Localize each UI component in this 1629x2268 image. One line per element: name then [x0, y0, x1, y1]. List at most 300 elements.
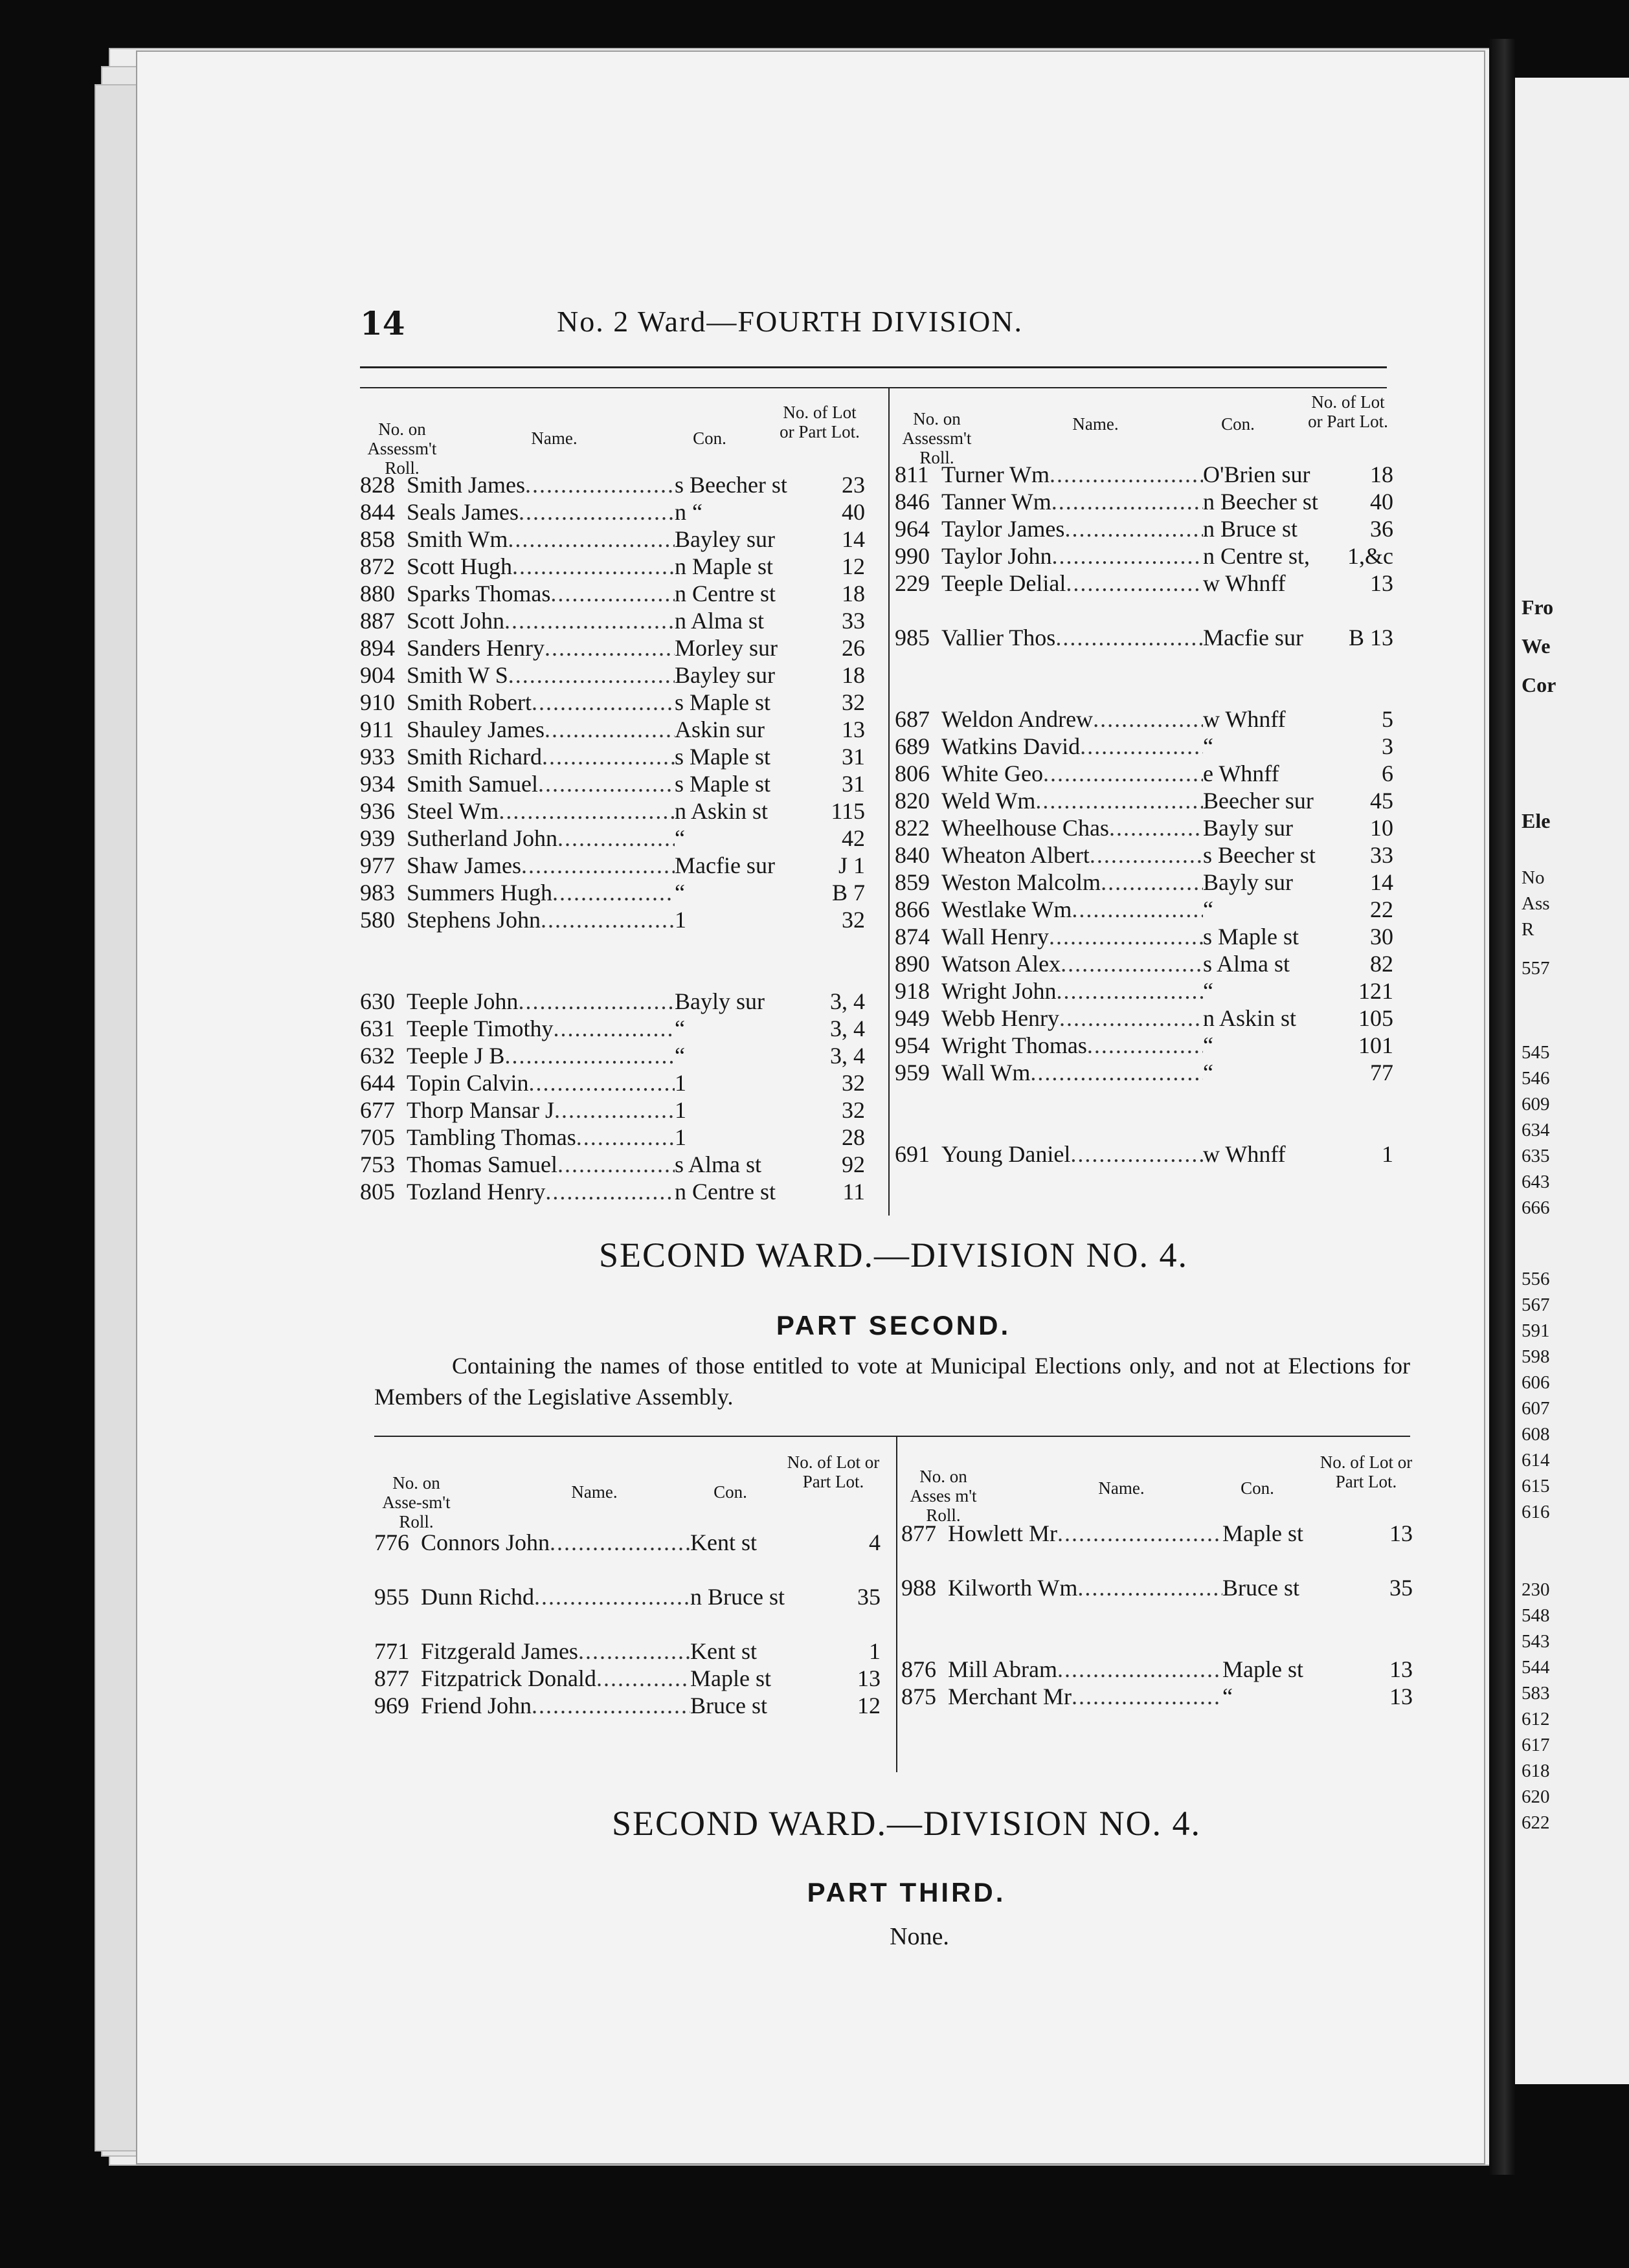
concession: “ [675, 1043, 685, 1069]
row-spacer [895, 1113, 1393, 1140]
list-item [360, 1178, 865, 1205]
concession: n Alma st [675, 608, 765, 634]
lot-number: 28 [842, 1124, 865, 1150]
facing-page-number: 643 [1522, 1172, 1550, 1192]
roll-number: 949 [895, 1005, 930, 1031]
lot-number: 1 [869, 1638, 881, 1664]
roll-number: 985 [895, 625, 930, 650]
roll-number: 840 [895, 842, 930, 868]
lot-number: 36 [1370, 516, 1393, 542]
header-number: No. on Asses m't Roll. [910, 1467, 977, 1525]
voter-name: Smith Wm ..... [407, 526, 675, 553]
lot-number: 33 [842, 608, 865, 634]
concession: 1 [675, 907, 686, 933]
header-name: Name. [1072, 414, 1119, 434]
concession: s Alma st [675, 1151, 762, 1177]
roll-number: 874 [895, 924, 930, 950]
voter-name: Teeple Delial ..... [941, 570, 1203, 597]
voter-name: Kilworth Wm ..... [948, 1574, 1222, 1601]
lot-number: 3, 4 [830, 1016, 865, 1041]
concession: s Beecher st [675, 472, 787, 498]
roll-number: 811 [895, 461, 929, 487]
lot-number: 77 [1370, 1060, 1393, 1085]
concession: w Whnff [1203, 570, 1286, 596]
facing-page-number: 608 [1522, 1424, 1550, 1445]
roll-number: 876 [901, 1656, 936, 1682]
list-item [360, 716, 865, 743]
voter-name: Smith Richard ..... [407, 743, 675, 770]
list-item [895, 624, 1393, 651]
roll-number: 580 [360, 907, 395, 933]
list-item [895, 896, 1393, 923]
part-description: Containing the names of those entitled to vote at Municipal Elections only, and not at Elections for Members of the Legislative Assembly. [374, 1353, 1410, 1410]
concession: Askin sur [675, 717, 765, 742]
lot-number: 13 [1389, 1684, 1413, 1709]
list-item [374, 1692, 881, 1719]
concession: n Askin st [675, 798, 769, 824]
concession: s Maple st [675, 771, 770, 797]
lot-number: 10 [1370, 815, 1393, 841]
entry-list [360, 471, 865, 1205]
facing-page-number: 634 [1522, 1120, 1550, 1140]
lot-number: 42 [842, 825, 865, 851]
lot-number: 121 [1358, 978, 1393, 1004]
list-item [360, 1151, 865, 1178]
list-item [360, 634, 865, 662]
concession: n Bruce st [1203, 516, 1298, 542]
roll-number: 959 [895, 1060, 930, 1085]
roll-number: 890 [895, 951, 930, 977]
concession: w Whnff [1203, 1141, 1286, 1167]
concession: Kent st [690, 1529, 757, 1555]
list-item [360, 1124, 865, 1151]
concession: n Bruce st [690, 1584, 785, 1610]
facing-page-number: 666 [1522, 1197, 1550, 1218]
voter-name: Wheelhouse Chas ..... [941, 814, 1203, 841]
list-item [895, 542, 1393, 570]
lot-number: 101 [1358, 1032, 1393, 1058]
voter-name: Webb Henry ..... [941, 1005, 1203, 1032]
header-lot: No. of Lot or Part Lot. [787, 1452, 880, 1491]
list-item [895, 787, 1393, 814]
lot-number: 115 [831, 798, 865, 824]
roll-number: 689 [895, 733, 930, 759]
lot-number: 31 [842, 771, 865, 797]
header-number: No. on Assessm't Roll. [902, 409, 972, 467]
list-item [360, 879, 865, 906]
lot-number: 12 [857, 1693, 881, 1718]
entry-list [374, 1529, 881, 1719]
voter-name: Smith James ..... [407, 471, 675, 498]
voter-name: Stephens John ..... [407, 906, 675, 933]
concession: 1 [675, 1070, 686, 1096]
roll-number: 877 [901, 1520, 936, 1546]
lot-number: 13 [1389, 1520, 1413, 1546]
roll-number: 955 [374, 1584, 409, 1610]
voter-name: Tozland Henry ..... [407, 1178, 675, 1205]
list-item [895, 977, 1393, 1005]
concession: “ [675, 1016, 685, 1041]
voter-name: Tanner Wm ..... [941, 488, 1203, 515]
ward-heading: SECOND WARD.—DIVISION NO. 4. [611, 1804, 1201, 1843]
header-number: No. on Assessm't Roll. [367, 419, 437, 478]
row-spacer [895, 651, 1393, 678]
list-item [360, 1096, 865, 1124]
roll-number: 705 [360, 1124, 395, 1150]
list-item [895, 1032, 1393, 1059]
row-spacer [895, 1086, 1393, 1113]
row-spacer [374, 1556, 881, 1583]
roll-number: 631 [360, 1016, 395, 1041]
list-item [360, 906, 865, 933]
lot-number: 18 [1370, 461, 1393, 487]
roll-number: 846 [895, 489, 930, 515]
list-item [360, 743, 865, 770]
roll-number: 632 [360, 1043, 395, 1069]
part-third-body: None. [890, 1923, 949, 1950]
concession: “ [1203, 1032, 1213, 1058]
concession: n Maple st [675, 553, 773, 579]
concession: “ [675, 825, 685, 851]
lot-number: 3, 4 [830, 988, 865, 1014]
table-top-rule [374, 1436, 1410, 1437]
list-item [901, 1656, 1413, 1683]
facing-page-number: 617 [1522, 1735, 1550, 1755]
voter-name: Wright John ..... [941, 977, 1203, 1005]
facing-page-number: 598 [1522, 1346, 1550, 1367]
list-item [360, 526, 865, 553]
roll-number: 858 [360, 526, 395, 552]
facing-page-number: 620 [1522, 1786, 1550, 1807]
voter-name: Weld Wm ..... [941, 787, 1203, 814]
lot-number: 3, 4 [830, 1043, 865, 1069]
concession: 1 [675, 1124, 686, 1150]
concession: 1 [675, 1097, 686, 1123]
roll-number: 859 [895, 869, 930, 895]
column-header [895, 384, 1393, 467]
voter-name: Smith Robert ..... [407, 689, 675, 716]
facing-page-number: 622 [1522, 1812, 1550, 1833]
roll-number: 933 [360, 744, 395, 770]
list-item [895, 950, 1393, 977]
lot-number: B 7 [831, 880, 865, 906]
facing-page-number: 546 [1522, 1068, 1550, 1089]
list-item [901, 1683, 1413, 1710]
concession: Maple st [1222, 1656, 1303, 1682]
concession: Bruce st [1222, 1575, 1299, 1601]
lot-number: 31 [842, 744, 865, 770]
lot-number: 26 [842, 635, 865, 661]
voter-name: Howlett Mr ..... [948, 1520, 1222, 1547]
list-item [360, 689, 865, 716]
voter-name: Friend John ..... [421, 1692, 690, 1719]
voter-name: Fitzgerald James ..... [421, 1638, 690, 1665]
lot-number: 6 [1382, 761, 1393, 786]
facing-page-number: 543 [1522, 1631, 1550, 1652]
facing-page-number: 230 [1522, 1579, 1550, 1600]
header-lot: No. of Lot or Part Lot. [1308, 392, 1388, 431]
list-item [360, 1069, 865, 1096]
roll-number: 644 [360, 1070, 395, 1096]
row-spacer [895, 678, 1393, 706]
concession: Bayly sur [1203, 869, 1293, 895]
roll-number: 911 [360, 717, 394, 742]
lot-number: 14 [842, 526, 865, 552]
column-divider [896, 1436, 897, 1772]
concession: “ [1203, 1060, 1213, 1085]
voter-name: Scott Hugh ..... [407, 553, 675, 580]
voter-name: Shauley James ..... [407, 716, 675, 743]
list-item [895, 733, 1393, 760]
facing-page-number: 635 [1522, 1146, 1550, 1166]
facing-page-number: 616 [1522, 1502, 1550, 1522]
row-spacer [901, 1601, 1413, 1629]
list-item [895, 1059, 1393, 1086]
facing-page-number: 606 [1522, 1372, 1550, 1393]
voter-name: Connors John ..... [421, 1529, 690, 1556]
concession: n Centre st [675, 581, 776, 606]
concession: “ [1203, 896, 1213, 922]
lot-number: J 1 [838, 852, 865, 878]
roll-number: 887 [360, 608, 395, 634]
lot-number: 33 [1370, 842, 1393, 868]
roll-number: 877 [374, 1665, 409, 1691]
part-second-right-column [901, 1443, 1413, 1710]
row-spacer [374, 1610, 881, 1638]
lot-number: B 13 [1348, 625, 1393, 650]
roll-number: 939 [360, 825, 395, 851]
lot-number: 5 [1382, 706, 1393, 732]
concession: “ [1203, 978, 1213, 1004]
roll-number: 844 [360, 499, 395, 525]
part-first-left-column [360, 395, 865, 1205]
running-head: No. 2 Ward—FOURTH DIVISION. [557, 305, 1024, 338]
concession: s Alma st [1203, 951, 1290, 977]
lot-number: 14 [1370, 869, 1393, 895]
list-item [374, 1529, 881, 1556]
facing-page-number: 612 [1522, 1709, 1550, 1729]
lot-number: 11 [842, 1179, 865, 1205]
list-item [374, 1638, 881, 1665]
facing-page-number: 557 [1522, 958, 1550, 979]
roll-number: 990 [895, 543, 930, 569]
voter-name: Thorp Mansar J ..... [407, 1096, 675, 1124]
row-spacer [895, 597, 1393, 624]
lot-number: 32 [842, 1070, 865, 1096]
page-number: 14 [360, 304, 405, 342]
column-header [374, 1452, 881, 1529]
list-item [895, 1140, 1393, 1168]
voter-name: Smith W S ..... [407, 662, 675, 689]
concession: n Beecher st [1203, 489, 1318, 515]
list-item [360, 988, 865, 1015]
column-header [360, 395, 865, 478]
roll-number: 229 [895, 570, 930, 596]
list-item [895, 488, 1393, 515]
facing-page-text: Ass [1522, 893, 1550, 914]
concession: Maple st [1222, 1520, 1303, 1546]
roll-number: 828 [360, 472, 395, 498]
lot-number: 30 [1370, 924, 1393, 950]
row-spacer [360, 961, 865, 988]
row-spacer [901, 1629, 1413, 1656]
roll-number: 771 [374, 1638, 409, 1664]
voter-name: Topin Calvin ..... [407, 1069, 675, 1096]
list-item [360, 1042, 865, 1069]
lot-number: 35 [857, 1584, 881, 1610]
concession: Bayly sur [675, 988, 765, 1014]
roll-number: 776 [374, 1529, 409, 1555]
voter-name: Summers Hugh ..... [407, 879, 675, 906]
list-item [895, 841, 1393, 869]
header-rule [360, 366, 1387, 368]
ward-heading: SECOND WARD.—DIVISION NO. 4. [598, 1236, 1188, 1274]
roll-number: 904 [360, 662, 395, 688]
voter-name: Thomas Samuel ..... [407, 1151, 675, 1178]
lot-number: 18 [842, 581, 865, 606]
concession: Morley sur [675, 635, 778, 661]
voter-name: Wall Wm ..... [941, 1059, 1203, 1086]
lot-number: 13 [1389, 1656, 1413, 1682]
roll-number: 988 [901, 1575, 936, 1601]
lot-number: 35 [1389, 1575, 1413, 1601]
lot-number: 40 [842, 499, 865, 525]
page-gutter [1489, 39, 1515, 2175]
voter-name: Teeple J B ..... [407, 1042, 675, 1069]
facing-page-fragment [1515, 78, 1629, 2084]
list-item [895, 515, 1393, 542]
roll-number: 866 [895, 896, 930, 922]
roll-number: 969 [374, 1693, 409, 1718]
roll-number: 936 [360, 798, 395, 824]
list-item [901, 1574, 1413, 1601]
facing-page-text: Cor [1522, 673, 1556, 696]
concession: Maple st [690, 1665, 771, 1691]
facing-page-text: Fro [1522, 595, 1554, 619]
facing-page-number: 583 [1522, 1683, 1550, 1704]
roll-number: 918 [895, 978, 930, 1004]
concession: Bayley sur [675, 662, 775, 688]
voter-name: Merchant Mr ..... [948, 1683, 1222, 1710]
lot-number: 40 [1370, 489, 1393, 515]
facing-page-text: Ele [1522, 809, 1551, 832]
lot-number: 23 [842, 472, 865, 498]
voter-name: Sutherland John ..... [407, 825, 675, 852]
roll-number: 934 [360, 771, 395, 797]
facing-page-number: 548 [1522, 1605, 1550, 1626]
lot-number: 1 [1382, 1141, 1393, 1167]
lot-number: 13 [842, 717, 865, 742]
header-name: Name. [571, 1482, 618, 1502]
voter-name: Weston Malcolm ..... [941, 869, 1203, 896]
facing-page-number: 556 [1522, 1269, 1550, 1289]
roll-number: 894 [360, 635, 395, 661]
lot-number: 18 [842, 662, 865, 688]
entry-list [901, 1520, 1413, 1710]
facing-page-number: 614 [1522, 1450, 1550, 1471]
concession: n Centre st [675, 1179, 776, 1205]
header-number: No. on Asse-sm't Roll. [382, 1473, 451, 1531]
roll-number: 677 [360, 1097, 395, 1123]
header-con: Con. [693, 428, 726, 448]
lot-number: 22 [1370, 896, 1393, 922]
list-item [895, 706, 1393, 733]
list-item [895, 814, 1393, 841]
voter-name: Scott John ..... [407, 607, 675, 634]
list-item [360, 662, 865, 689]
roll-number: 822 [895, 815, 930, 841]
list-item [360, 852, 865, 879]
part-heading: PART THIRD. [807, 1877, 1006, 1907]
lot-number: 32 [842, 907, 865, 933]
header-con: Con. [1221, 414, 1255, 434]
part-heading: PART SECOND. [776, 1310, 1011, 1340]
voter-name: Taylor John ..... [941, 542, 1203, 570]
facing-page-number: 618 [1522, 1761, 1550, 1781]
facing-page-text: No [1522, 867, 1545, 888]
voter-name: Wall Henry ..... [941, 923, 1203, 950]
lot-number: 105 [1358, 1005, 1393, 1031]
header-con: Con. [1241, 1478, 1274, 1498]
list-item [895, 570, 1393, 597]
row-spacer [360, 933, 865, 961]
list-item [360, 553, 865, 580]
lot-number: 82 [1370, 951, 1393, 977]
facing-page-number: 567 [1522, 1295, 1550, 1315]
voter-name: Teeple John ..... [407, 988, 675, 1015]
lot-number: 4 [869, 1529, 881, 1555]
concession: s Maple st [675, 689, 770, 715]
list-item [360, 607, 865, 634]
concession: “ [1203, 733, 1213, 759]
voter-name: Watson Alex ..... [941, 950, 1203, 977]
roll-number: 880 [360, 581, 395, 606]
roll-number: 977 [360, 852, 395, 878]
roll-number: 806 [895, 761, 930, 786]
list-item [360, 770, 865, 797]
voter-name: Weldon Andrew ..... [941, 706, 1203, 733]
roll-number: 630 [360, 988, 395, 1014]
roll-number: 872 [360, 553, 395, 579]
voter-name: Shaw James ..... [407, 852, 675, 879]
roll-number: 954 [895, 1032, 930, 1058]
list-item [895, 869, 1393, 896]
entry-list [895, 461, 1393, 1168]
concession: Bruce st [690, 1693, 767, 1718]
voter-name: Tambling Thomas ..... [407, 1124, 675, 1151]
header-name: Name. [1098, 1478, 1145, 1498]
roll-number: 691 [895, 1141, 930, 1167]
lot-number: 3 [1382, 733, 1393, 759]
voter-name: Wright Thomas ..... [941, 1032, 1203, 1059]
list-item [360, 580, 865, 607]
facing-page-number: 615 [1522, 1476, 1550, 1496]
facing-page-number: 544 [1522, 1657, 1550, 1678]
facing-page-number: 607 [1522, 1398, 1550, 1419]
voter-name: Vallier Thos ..... [941, 624, 1203, 651]
list-item [360, 797, 865, 825]
voter-name: Young Daniel ..... [941, 1140, 1203, 1168]
concession: w Whnff [1203, 706, 1286, 732]
list-item [360, 498, 865, 526]
concession: O'Brien sur [1203, 461, 1310, 487]
voter-name: Sanders Henry ..... [407, 634, 675, 662]
concession: Kent st [690, 1638, 757, 1664]
header-lot: No. of Lot or Part Lot. [780, 403, 860, 441]
lot-number: 1,&c [1347, 543, 1393, 569]
facing-page-number: 609 [1522, 1094, 1550, 1115]
facing-page-number: 591 [1522, 1320, 1550, 1341]
